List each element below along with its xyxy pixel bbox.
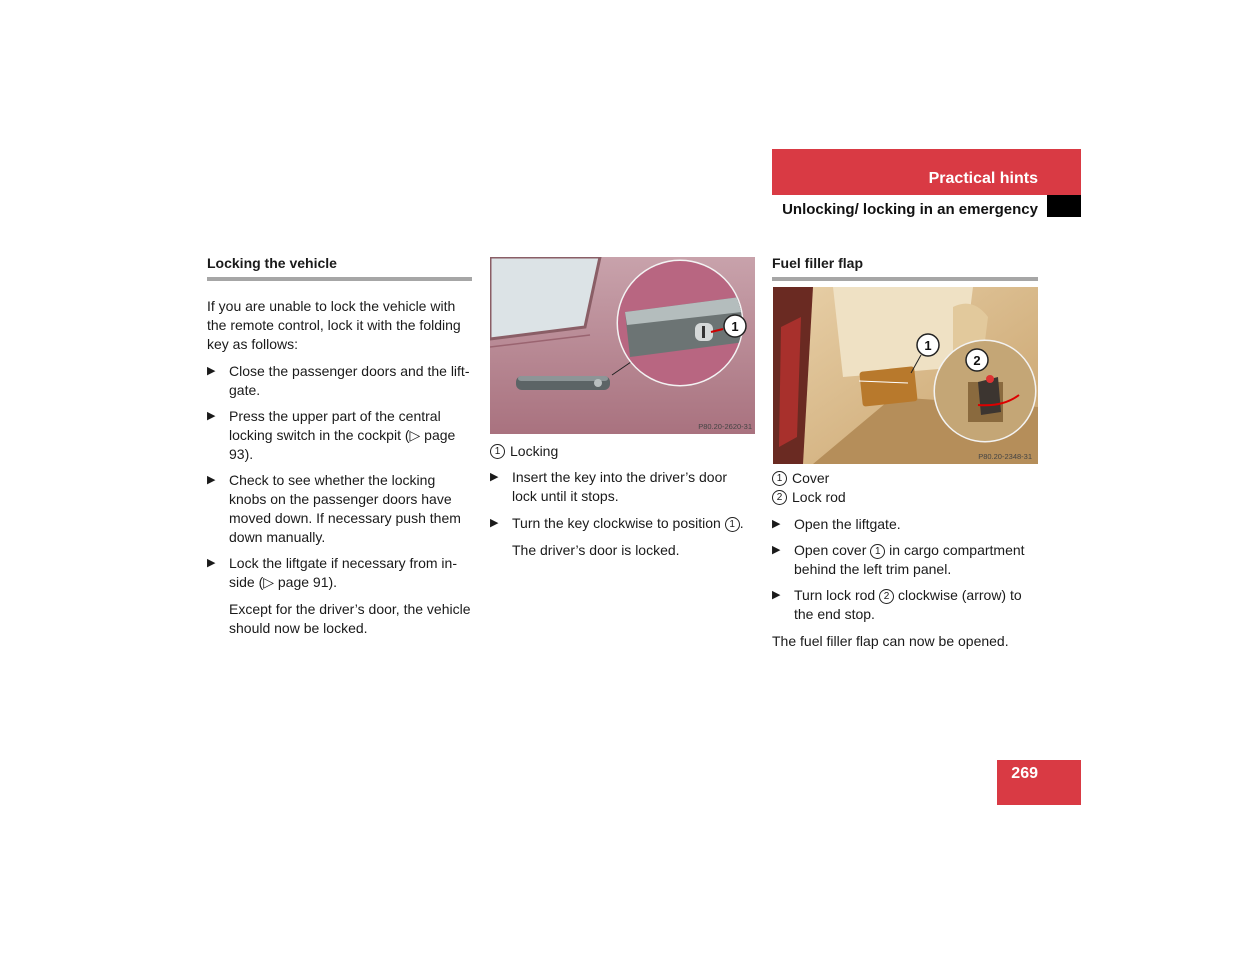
section-title: Practical hints — [928, 170, 1038, 187]
bullet-arrow-icon: ▶ — [207, 365, 216, 377]
caption-label: Locking — [510, 443, 559, 459]
caption-number: 1 — [490, 444, 505, 459]
list-item: ▶ Close the passenger doors and the lift-gate. — [207, 363, 470, 398]
caption-label: Cover — [792, 470, 830, 486]
list-item: ▶ Open cover 1 in cargo compartment behind the left trim panel. — [772, 542, 1025, 577]
image-code: P80.20-2620-31 — [698, 422, 752, 431]
ref-number: 2 — [879, 589, 894, 604]
middle-column — [490, 442, 755, 560]
cargo-image — [773, 287, 1038, 464]
list-item: ▶ Turn the key clockwise to position 1 . — [490, 515, 744, 531]
image-callout-1: 1 — [924, 338, 932, 353]
image-callout-1: 1 — [731, 319, 739, 334]
image-code: P80.20-2348-31 — [978, 452, 1032, 461]
caption-number: 1 — [772, 471, 787, 486]
thumb-tab — [1047, 195, 1081, 217]
caption-row — [772, 469, 1038, 488]
section-heading-locking: Locking the vehicle — [207, 254, 472, 281]
bullet-arrow-icon: ▶ — [207, 410, 216, 422]
ref-number: 1 — [725, 517, 740, 532]
result-text: The fuel filler flap can now be opened. — [772, 633, 1009, 649]
caption-row — [490, 442, 755, 461]
bullet-arrow-icon: ▶ — [772, 589, 781, 601]
result-text: Except for the driver’s door, the vehicle should now be locked. — [229, 601, 471, 636]
right-column — [772, 469, 1038, 651]
bullet-arrow-icon: ▶ — [772, 518, 781, 530]
caption-row — [772, 488, 1038, 507]
bullet-arrow-icon: ▶ — [207, 557, 216, 569]
image-callout-2: 2 — [973, 353, 981, 368]
list-item: ▶ Open the liftgate. — [772, 516, 901, 532]
list-item: ▶ Lock the liftgate if necessary from in-side (▷ page 91). — [207, 555, 457, 590]
list-item: ▶ Check to see whether the locking knobs on the passenger doors have moved down. If necessary push them down manually. — [207, 472, 461, 545]
page-number: 269 — [1011, 765, 1038, 782]
list-item: ▶ Insert the key into the driver’s door lock until it stops. — [490, 469, 728, 504]
bullet-arrow-icon: ▶ — [490, 471, 499, 483]
page-subtitle: Unlocking/ locking in an emergency — [782, 201, 1038, 218]
caption-number: 2 — [772, 490, 787, 505]
result-text: The driver’s door is locked. — [512, 542, 680, 558]
list-item: ▶ Turn lock rod 2 clockwise (arrow) to the end stop. — [772, 587, 1022, 622]
right-column-heading — [772, 254, 1038, 281]
left-column — [207, 254, 472, 638]
ref-number: 1 — [870, 544, 885, 559]
caption-label: Lock rod — [792, 489, 846, 505]
bullet-arrow-icon: ▶ — [207, 474, 216, 486]
door-handle-image — [490, 257, 755, 434]
list-item: ▶ Press the upper part of the central locking switch in the cockpit (▷ page 93). — [207, 408, 456, 462]
bullet-arrow-icon: ▶ — [772, 544, 781, 556]
intro-text: If you are unable to lock the vehicle with the remote control, lock it with the folding key as follows: — [207, 298, 461, 352]
bullet-arrow-icon: ▶ — [490, 517, 499, 529]
section-heading-fuel: Fuel filler flap — [772, 254, 1038, 281]
